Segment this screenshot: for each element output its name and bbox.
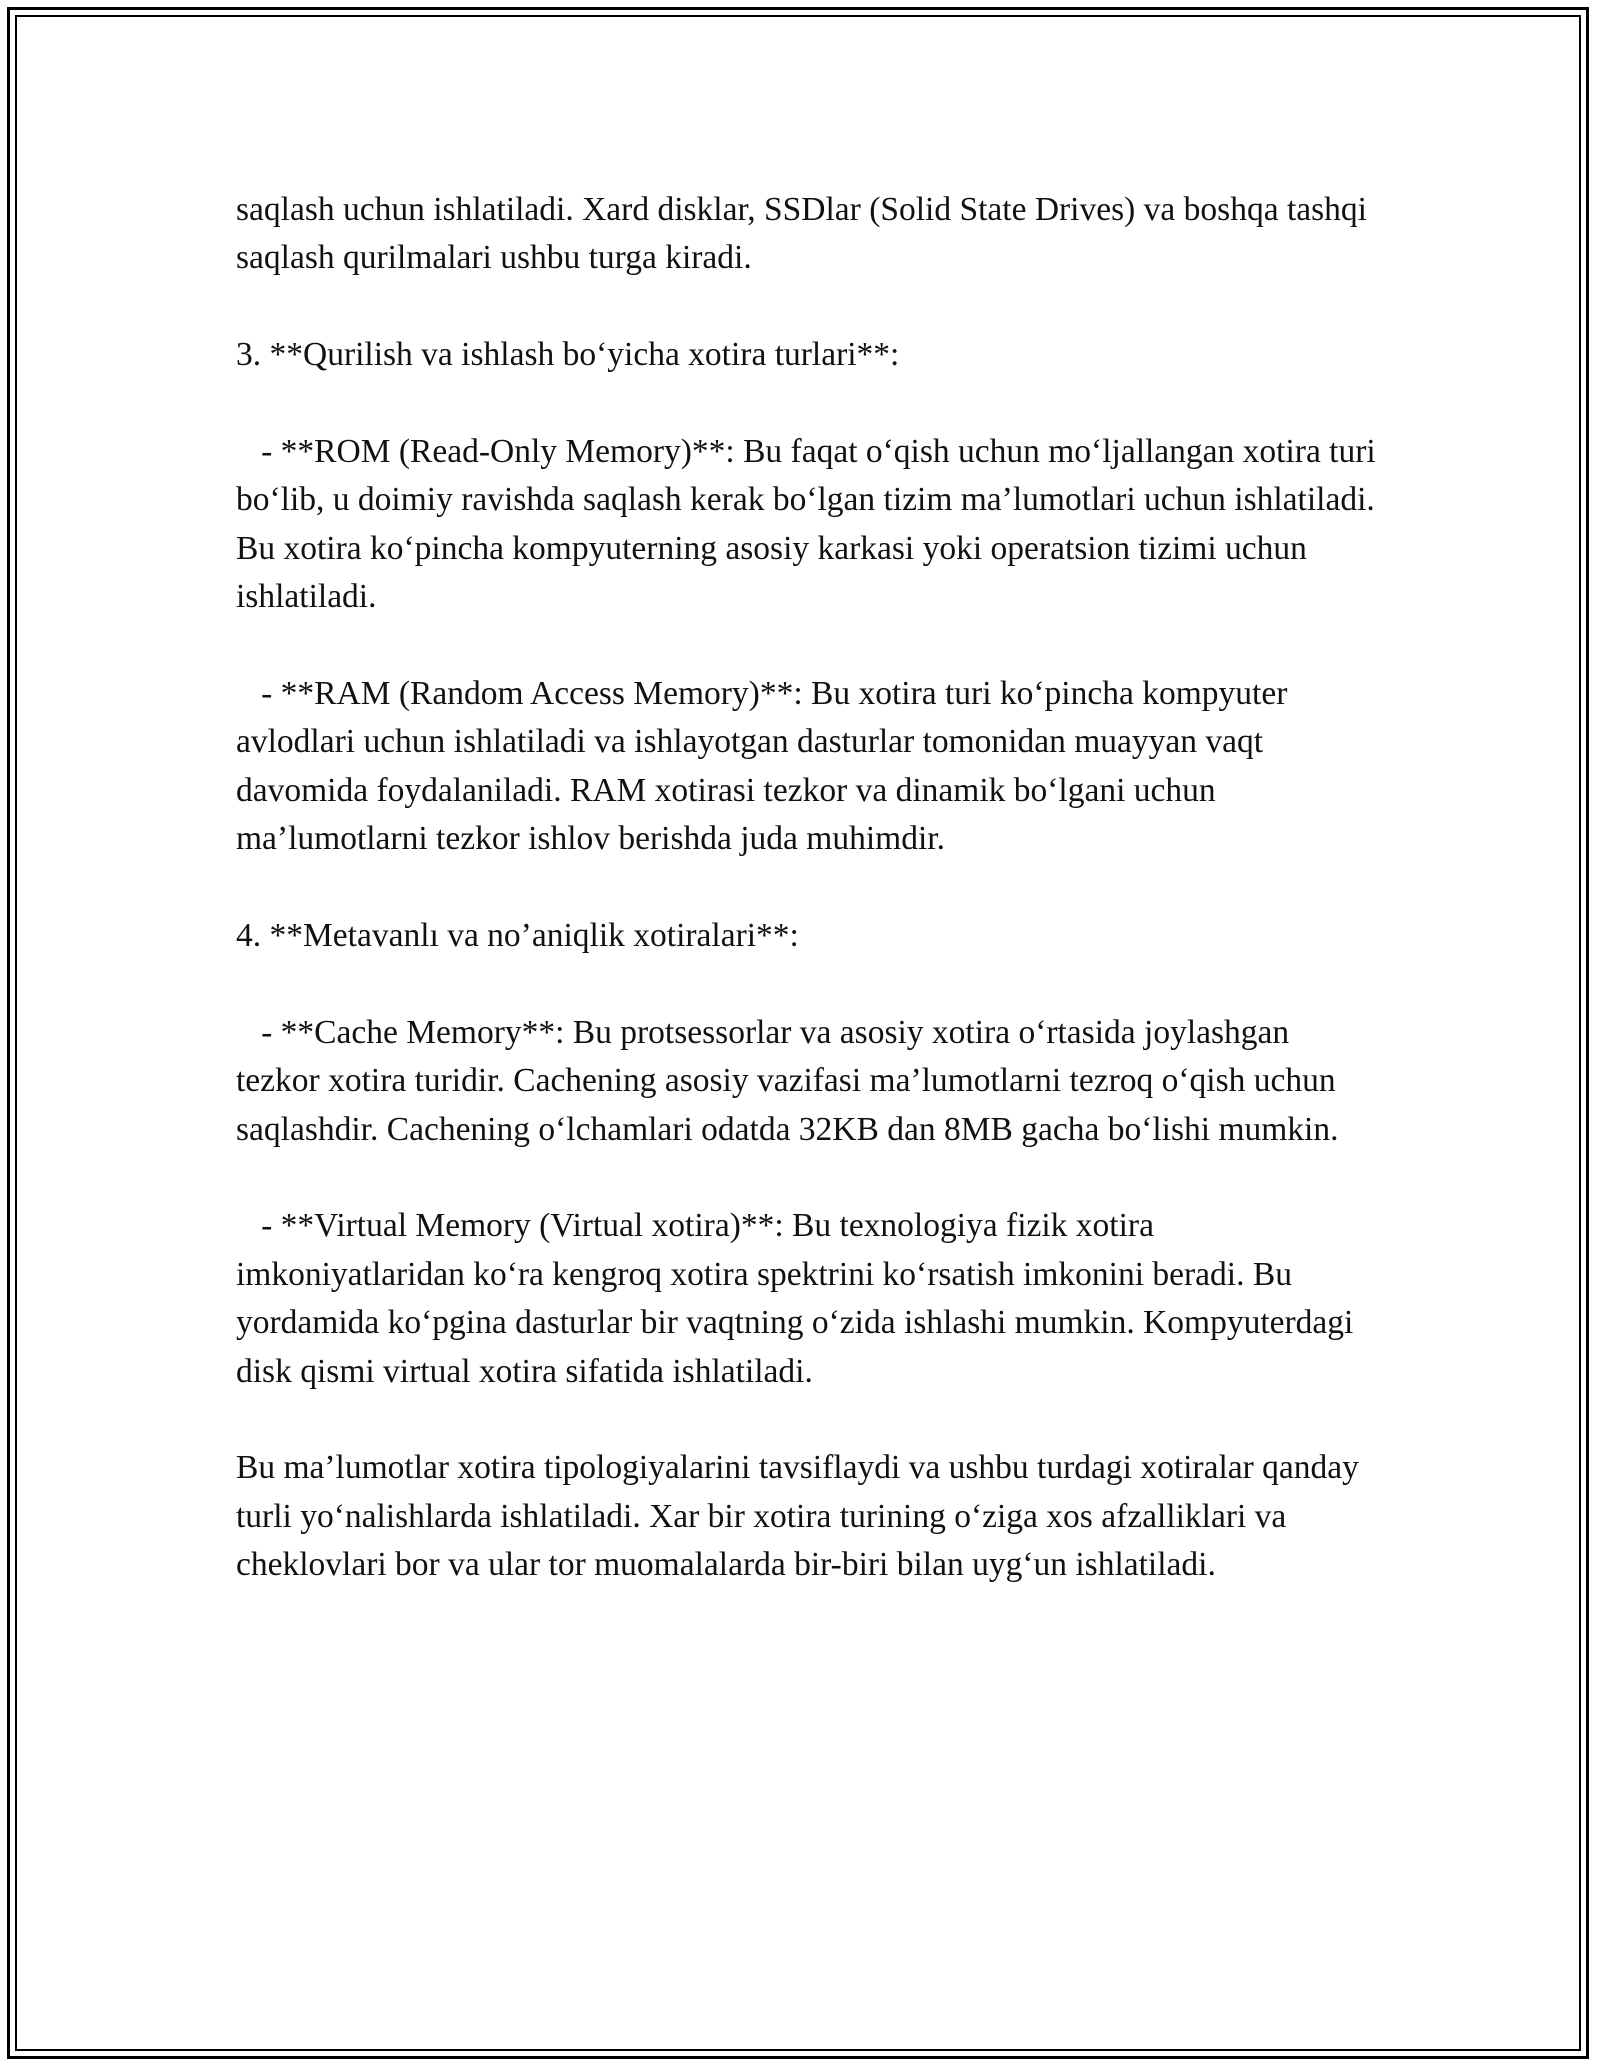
paragraph-storage-continuation: saqlash uchun ishlatiladi. Xard disklar, SSDlar (Solid State Drives) va boshqa tashqi saqlash qurilmalari ushbu turga kiradi. [236, 191, 1376, 277]
heading-section-3: 3. **Qurilish va ishlash bo‘yicha xotira turlari**: [236, 336, 900, 374]
list-item-cache-memory: - **Cache Memory**: Bu protsessorlar va asosiy xotira o‘rtasida joylashgan tezkor xotira turidir. Cachening asosiy vazifasi ma’lumotlarni tezroq o‘qish uchun saqlashdir. Cachening o‘lchamlari odatda 32KB dan 8MB gacha bo‘lishi mumkin. [236, 1013, 1344, 1148]
list-item-ram: - **RAM (Random Access Memory)**: Bu xotira turi ko‘pincha kompyuter avlodlari uchun ishlatiladi va ishlayotgan dasturlar tomonidan muayyan vaqt davomida foydalaniladi. RAM xotirasi tezkor va dinamik bo‘lgani uchun ma’lumotlarni tezkor ishlov berishda juda muhimdir. [236, 675, 1296, 858]
list-item-virtual-memory: - **Virtual Memory (Virtual xotira)**: Bu texnologiya fizik xotira imkoniyatlaridan ko‘ra kengroq xotira spektrini ko‘rsatish imkonini beradi. Bu yordamida ko‘pgina dasturlar bir vaqtning o‘zida ishlashi mumkin. Kompyuterdagi disk qismi virtual xotira sifatida ishlatiladi. [236, 1207, 1362, 1390]
list-item-rom: - **ROM (Read-Only Memory)**: Bu faqat o‘qish uchun mo‘ljallangan xotira turi bo‘lib, u doimiy ravishda saqlash kerak bo‘lgan tizim ma’lumotlari uchun ishlatiladi. Bu xotira ko‘pincha kompyuterning asosiy karkasi yoki operatsion tizimi uchun ishlatiladi. [236, 433, 1385, 616]
paragraph-conclusion: Bu ma’lumotlar xotira tipologiyalarini tavsiflaydi va ushbu turdagi xotiralar qanday turli yo‘nalishlarda ishlatiladi. Xar bir xotira turining o‘ziga xos afzalliklari va cheklovlari bor va ular tor muomalalarda bir-biri bilan uyg‘un ishlatiladi. [236, 1449, 1368, 1584]
document-body [236, 186, 1385, 1590]
heading-section-4: 4. **Metavanlı va no’aniqlik xotiralari**: [236, 917, 799, 955]
